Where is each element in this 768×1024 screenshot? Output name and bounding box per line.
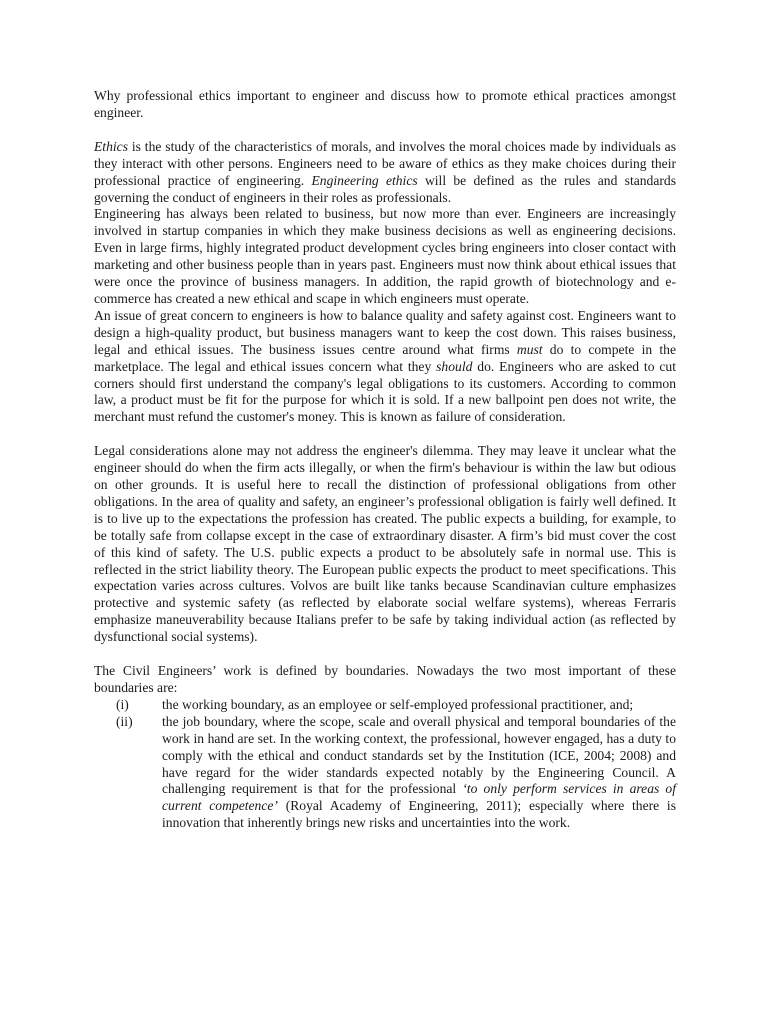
document-title: Why professional ethics important to engineer and discuss how to promote ethical practices amongst engineer. [94,88,676,120]
emphasis-should: should [436,358,473,374]
list-item-text: the working boundary, as an employee or self-employed professional practitioner, and; [162,696,634,712]
ethics-definition-text: is the study of the characteristics of morals, and involves the moral choices made by individuals as they interact with other persons. Engineers need to be aware of ethics as they make choices during their professional practice of engineering. [94,138,676,188]
competence-quote: ‘to only perform services in areas of current competence’ [162,781,676,814]
paragraph-legal-considerations: Legal considerations alone may not address the engineer's dilemma. They may leave it unclear what the engineer should do when the firm acts illegally, or when the firm's behaviour is within the law but odious on other grounds. It is useful here to recall the distinction of professional obligations from other obligations. In the area of quality and safety, an engineer’s professional obligation is fairly well defined. It is to live up to the expectations the profession has created. The public expects a building, for example, to be totally safe from collapse except in the case of extraordinary disaster. A firm’s bid must cover the cost of this kind of safety. The U.S. public expects a product to be absolutely safe in normal use. This is reflected in the strict liability theory. The European public expects the product to meet specifications. This expectation varies across cultures. Volvos are built like tanks because Scandinavian culture emphasizes protective and systemic safety (as reflected by elaborate social welfare systems), whereas Ferraris emphasize maneuverability because Italians prefer to be safe by taking individual action (as reflected by dysfunctional social systems). [94,443,676,645]
engineering-ethics-term: Engineering ethics [311,172,418,188]
paragraph-quality-safety: An issue of great concern to engineers is how to balance quality and safety against cost. Engineers want to design a high-quality product, but business managers want to keep the cost down. This raises business, legal and ethical issues. The business issues centre around what firms must do to compete in the marketplace. The legal and ethical issues concern what they should do. Engineers who are asked to cut corners should first understand the company's legal obligations to its customers. According to common law, a product must be fit for the purpose for which it is sold. If a new ballpoint pen does not write, the merchant must refund the customer's money. This is known as failure of consideration. [94,307,676,425]
paragraph-ethics-definition [94,139,676,207]
paragraph-business: Engineering has always been related to business, but now more than ever. Engineers are increasingly involved in startup companies in which they make business decisions as well as engineering decisions. Even in large firms, highly integrated product development cycles bring engineers into closer contact with marketing and other business people than in years past. Engineers must now think about ethical issues that were once the province of business managers. In addition, the rapid growth of biotechnology and e-commerce has created a new ethical and scape in which engineers must operate. [94,206,676,306]
list-number: (i) [116,696,129,712]
ethics-term: Ethics [94,138,128,154]
paragraph-civil-engineers: The Civil Engineers’ work is defined by boundaries. Nowadays the two most important of these boundaries are: [94,663,676,695]
list-number: (ii) [116,713,133,729]
document-body [94,88,676,832]
list-item [94,697,676,714]
emphasis-must: must [516,341,543,357]
list-item: (ii) the job boundary, where the scope, scale and overall physical and temporal boundaries of the work in hand are set. In the working context, the professional, however engaged, has a duty to comply with the ethical and conduct standards set by the Institution (ICE, 2004; 2008) and have regard for the wider standards expected notably by the Engineering Council. A challenging requirement is that for the professional ‘to only perform services in areas of current competence’ (Royal Academy of Engineering, 2011); especially where there is innovation that inherently brings new risks and uncertainties into the work. [116,713,676,831]
boundaries-list [94,697,676,832]
engineering-ethics-text: will be defined as the rules and standards governing the conduct of engineers in their roles as professionals. [94,172,676,205]
